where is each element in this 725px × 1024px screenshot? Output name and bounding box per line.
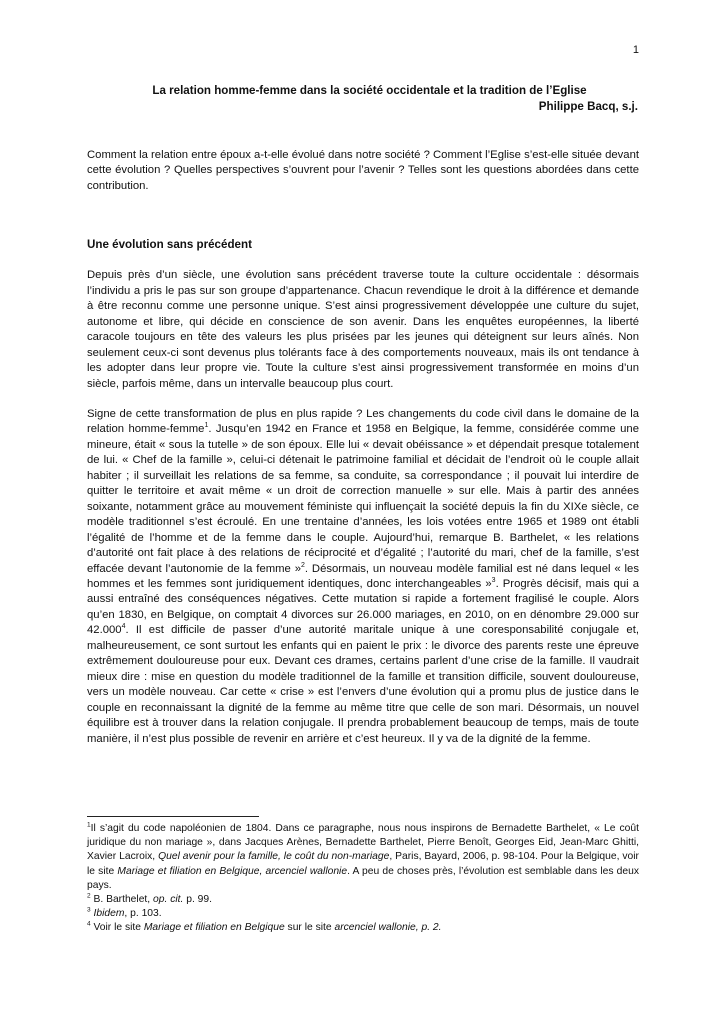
document-title: La relation homme-femme dans la société occidentale et la tradition de l’Eglise xyxy=(152,84,587,97)
footnote-number: 2 xyxy=(87,892,91,900)
footnote-text: Il s’agit du code napoléonien de 1804. Dans ce paragraphe, nous nous inspirons de Bernadette Barthelet, « Le coût juridique du non mariage », dans Jacques Arènes, Bernadette Barthelet, Pierre Benoît, Georges Eid, Jean-Marc Ghitti, Xavier Lacroix, xyxy=(87,823,639,863)
footnote-text: , Paris, Bayard, 2006, p. 98-104. Pour la Belgique, voir le site xyxy=(87,851,639,877)
footnote-text: B. Barthelet, xyxy=(90,894,154,906)
footnote-2 xyxy=(87,893,639,907)
page-number: 1 xyxy=(632,44,639,56)
footnote-ref-1[interactable]: 1 xyxy=(204,422,209,430)
footnote-text: p. 99. xyxy=(183,894,212,906)
title-block xyxy=(87,83,638,115)
book-title: Quel avenir pour la famille, le coût du non-mariage xyxy=(158,851,390,863)
body-text xyxy=(87,148,639,747)
website-title: Mariage et filiation en Belgique, arcenciel wallonie xyxy=(117,865,348,877)
footnotes xyxy=(87,822,639,936)
footnote-ref-3[interactable]: 3 xyxy=(491,577,496,585)
section-heading: Une évolution sans précédent xyxy=(87,238,252,252)
paragraph-2-text: . Jusqu’en 1942 en France et 1958 en Belgique, la femme, considérée comme une mineure, était « sous la tutelle » de son époux. Elle lui « devait obéissance » et dépendait presque totalement de lui. « Chef de la famille », celui-ci détenait le patrimoine familial et décidait de l’endroit où le couple allait habiter ; il surveillait les relations de sa femme, sa conduite, sa correspondance ; il pouvait lui interdire de quitter le territoire et avait même « un droit de correction manuelle » sur elle. Mais à partir des années soixante, notamment grâce au mouvement féministe qui influençait la société depuis la fin du XIXe siècle, ce modèle traditionnel s’est écroulé. En une trentaine d’années, les lois votées entre 1965 et 1989 ont établi l’égalité de l’homme et de la femme dans le couple. Aujourd’hui, remarque B. Barthelet, « les relations d’autorité ont fait place à des relations de réciprocité et d’égalité ; l’autorité du mari, chef de la famille, s’est effacée devant l’autonomie de la femme » xyxy=(87,423,639,575)
paragraph-1: Depuis près d’un siècle, une évolution sans précédent traverse toute la culture occidentale : désormais l’individu a pris le pas sur son groupe d’appartenance. Chacun revendique le droit à la différence et demande à être reconnu comme une personne unique. S’est ainsi progressivement développée une culture du sujet, autonome et libre, qui décide en conscience de son avenir. Dans les enquêtes européennes, la liberté caracole toujours en tête des valeurs les plus prisées par les jeunes qui déteignent sur leurs aînés. Non seulement ceux-ci sont devenus plus tolérants face à des comportements nouveaux, mais ils ont tendance à les adopter dans leur propre vie. Toute la culture s’est ainsi progressivement transformée en moins d’un siècle, parfois même, dans un intervalle beaucoup plus court. xyxy=(87,269,639,390)
footnote-separator xyxy=(87,816,259,817)
footnote-number: 3 xyxy=(87,906,91,914)
footnote-text: , p. 103. xyxy=(124,908,162,920)
paragraph-2-text: . Progrès décisif, mais qui a aussi entraîné des conséquences négatives. Cette mutation si rapide a fortement fragilisé le couple. Alors qu’en 1830, en Belgique, on comptait 4 divorces sur 26.000 mariages, en 2010, on en dénombre 29.000 sur 42.000 xyxy=(87,577,639,637)
footnote-text: Voir le site xyxy=(90,922,144,934)
footnote-ref-2[interactable]: 2 xyxy=(301,561,305,569)
document-author: Philippe Bacq, s.j. xyxy=(538,100,638,113)
footnote-1 xyxy=(87,822,639,893)
paragraph-2 xyxy=(87,407,639,747)
citation-abbrev: Ibidem xyxy=(93,908,125,920)
paragraph-2-text: Signe de cette transformation de plus en plus rapide ? Les changements du code civil dans le domaine de la relation homme-femme xyxy=(87,407,639,436)
footnote-4 xyxy=(87,921,639,935)
website-title: arcenciel wallonie, p. 2. xyxy=(334,922,442,934)
paragraph-2-text: . Il est difficile de passer d’une autorité maritale unique à une coresponsabilité conjugale et, malheureusement, ce sont surtout les enfants qui en paient le prix : le divorce des parents reste une épreuve extrêmement douloureuse pour eux. Devant ces drames, certains parlent d’une crise de la famille. Il vaudrait mieux dire : mise en question du modèle traditionnel de la famille et transition difficile, souvent douloureuse, vers un modèle nouveau. Car cette « crise » est l’envers d’une évolution qui a promu plus de justice dans le couple en reconnaissant la dignité de la femme au même titre que celle de son mari. Désormais, un nouvel équilibre est à trouver dans la relation conjugale. Il prendra probablement beaucoup de temps, mais de toute manière, il n’est plus possible de revenir en arrière et c’est heureux. Il y va de la dignité de la femme. xyxy=(87,624,639,745)
footnote-3 xyxy=(87,907,639,921)
footnote-ref-4[interactable]: 4 xyxy=(121,623,126,631)
footnote-number: 1 xyxy=(87,821,91,829)
paragraph-2-text: . Désormais, un nouveau modèle familial est né dans lequel « les hommes et les femmes sont juridiquement identiques, donc interchangeables » xyxy=(87,562,639,590)
footnote-text: . A peu de choses près, l’évolution est semblable dans les deux pays. xyxy=(87,865,640,891)
intro-paragraph: Comment la relation entre époux a-t-elle évolué dans notre société ? Comment l’Eglise s’est-elle située devant cette évolution ? Quelles perspectives s’ouvrent pour l’avenir ? Telles sont les questions abordées dans cette contribution. xyxy=(87,149,639,192)
footnote-number: 4 xyxy=(87,921,91,928)
website-title: Mariage et filiation en Belgique xyxy=(143,922,285,934)
footnote-text: sur le site xyxy=(284,922,335,934)
citation-abbrev: op. cit. xyxy=(153,894,184,906)
